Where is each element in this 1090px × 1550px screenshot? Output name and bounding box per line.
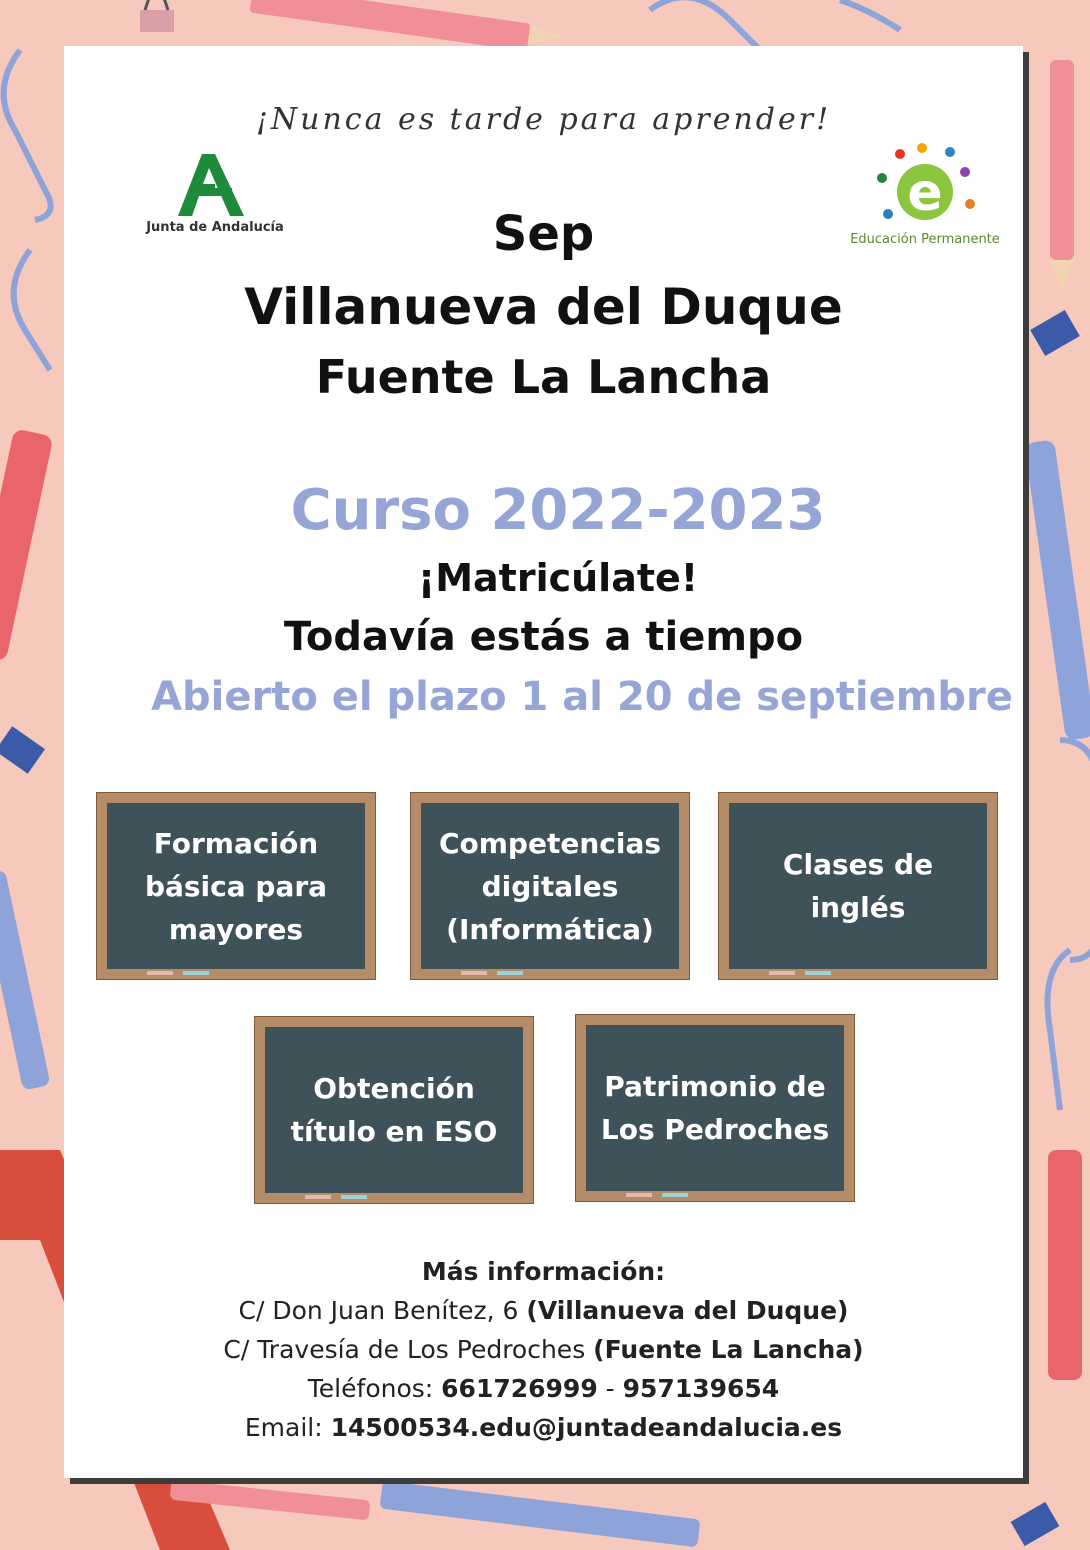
still-time-text: Todavía estás a tiempo <box>283 614 804 660</box>
contact-info <box>64 1252 1023 1447</box>
course-board-label: Obtención título en ESO <box>290 1072 498 1148</box>
address-2-town: (Fuente La Lancha) <box>593 1335 864 1364</box>
pencil-icon <box>249 0 565 51</box>
email-address: 14500534.edu@juntadeandalucia.es <box>330 1413 843 1442</box>
course-board <box>96 792 376 980</box>
course-title: Curso 2022-2023 <box>290 478 826 543</box>
binder-clip-icon <box>0 726 45 774</box>
contact-heading: Más información: <box>421 1257 666 1286</box>
course-board-label: Patrimonio de Los Pedroches <box>600 1070 830 1146</box>
enrollment-period: Abierto el plazo 1 al 20 de septiembre <box>151 674 1013 720</box>
phone-1: 661726999 <box>441 1374 598 1403</box>
heading-villanueva: Villanueva del Duque <box>244 278 843 336</box>
course-board <box>718 792 998 980</box>
course-board <box>254 1016 534 1204</box>
address-2-street: C/ Travesía de Los Pedroches <box>223 1335 594 1364</box>
email-label: Email: <box>244 1413 331 1442</box>
binder-clip-icon <box>140 0 174 32</box>
educacion-logo-text: Educación Permanente <box>850 232 1000 247</box>
slogan: ¡Nunca es tarde para aprender! <box>255 102 832 137</box>
phone-2: 957139654 <box>622 1374 780 1403</box>
phones-label: Teléfonos: <box>307 1374 442 1403</box>
course-board-label: Competencias digitales (Informática) <box>438 826 662 946</box>
course-board <box>575 1014 855 1202</box>
enroll-callout: ¡Matricúlate! <box>417 556 699 600</box>
address-1-town: (Villanueva del Duque) <box>526 1296 849 1325</box>
pencil-icon <box>1024 60 1090 1380</box>
course-board <box>410 792 690 980</box>
address-1-street: C/ Don Juan Benítez, 6 <box>238 1296 527 1325</box>
flyer-sheet <box>64 46 1023 1478</box>
junta-logo-text: Junta de Andalucía <box>146 220 284 235</box>
course-board-label: Clases de inglés <box>782 848 934 924</box>
svg-text:e: e <box>907 163 943 223</box>
course-board-label: Formación básica para mayores <box>144 826 328 946</box>
phone-separator: - <box>597 1374 623 1403</box>
pen-icon <box>170 1480 701 1548</box>
heading-fuente-la-lancha: Fuente La Lancha <box>315 350 772 404</box>
heading-sep: Sep <box>492 206 595 262</box>
